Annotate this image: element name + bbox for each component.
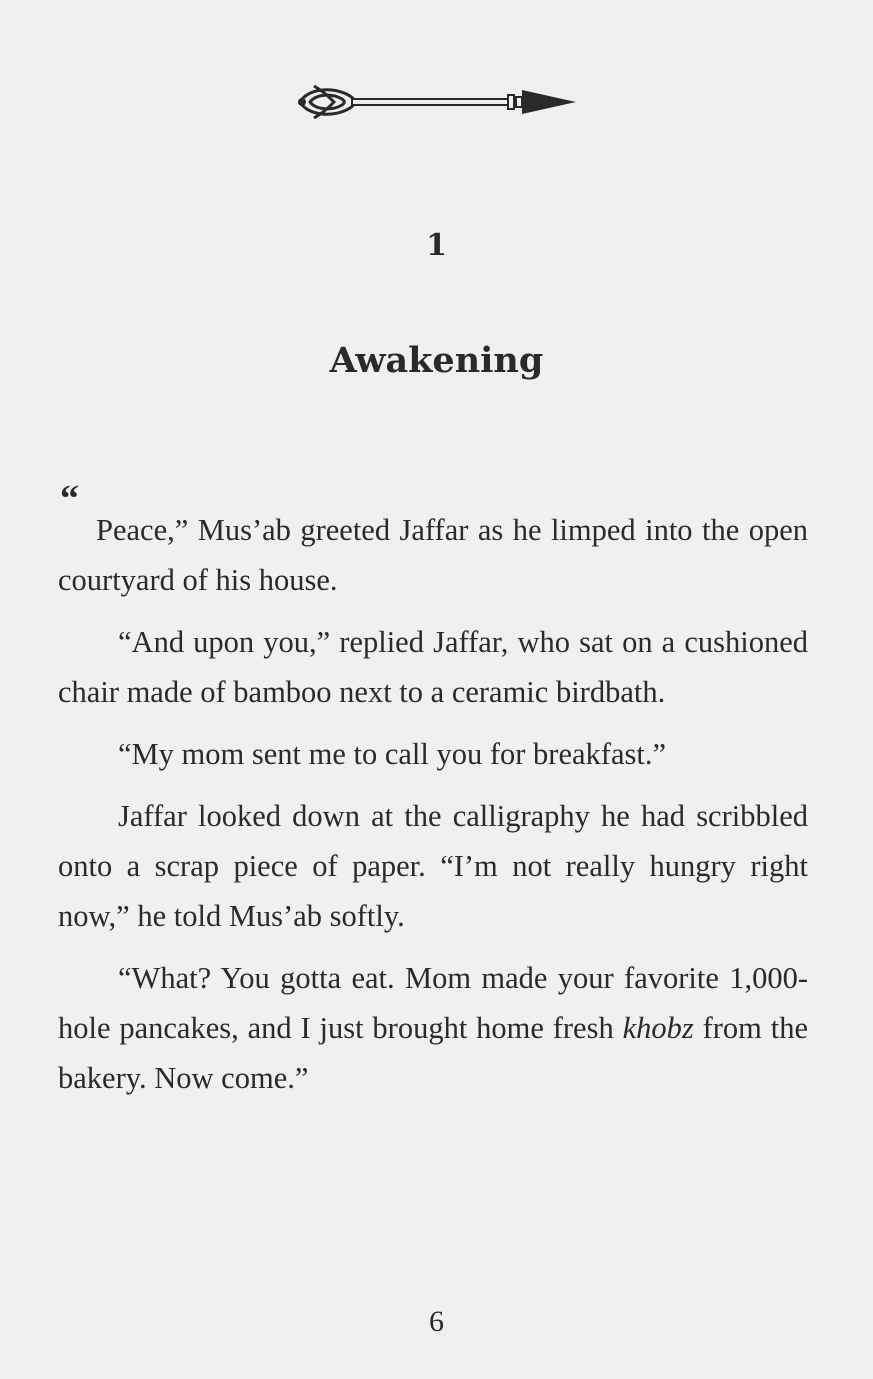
chapter-title: Awakening: [329, 340, 544, 381]
page-number: 6: [429, 1305, 444, 1338]
paragraph: “My mom sent me to call you for breakfast.”: [118, 737, 666, 771]
body-text: [58, 505, 808, 1115]
paragraph: “And upon you,” replied Jaffar, who sat on a cushioned chair made of bamboo next to a ceramic birdbath.: [58, 625, 808, 709]
paragraph: Peace,” Mus’ab greeted Jaffar as he limped into the open courtyard of his house.: [58, 513, 808, 597]
chapter-number: 1: [426, 228, 447, 263]
paragraph: “What? You gotta eat. Mom made your favorite 1,000-hole pancakes, and I just brought home fresh khobz from the bakery. Now come.”: [58, 961, 808, 1095]
arrow-ornament-icon: [294, 76, 578, 128]
opening-quote-mark: “: [60, 478, 79, 520]
italic-word: khobz: [622, 1011, 694, 1045]
paragraph: Jaffar looked down at the calligraphy he had scribbled onto a scrap piece of paper. “I’m not really hungry right now,” he told Mus’ab softly.: [58, 799, 808, 933]
